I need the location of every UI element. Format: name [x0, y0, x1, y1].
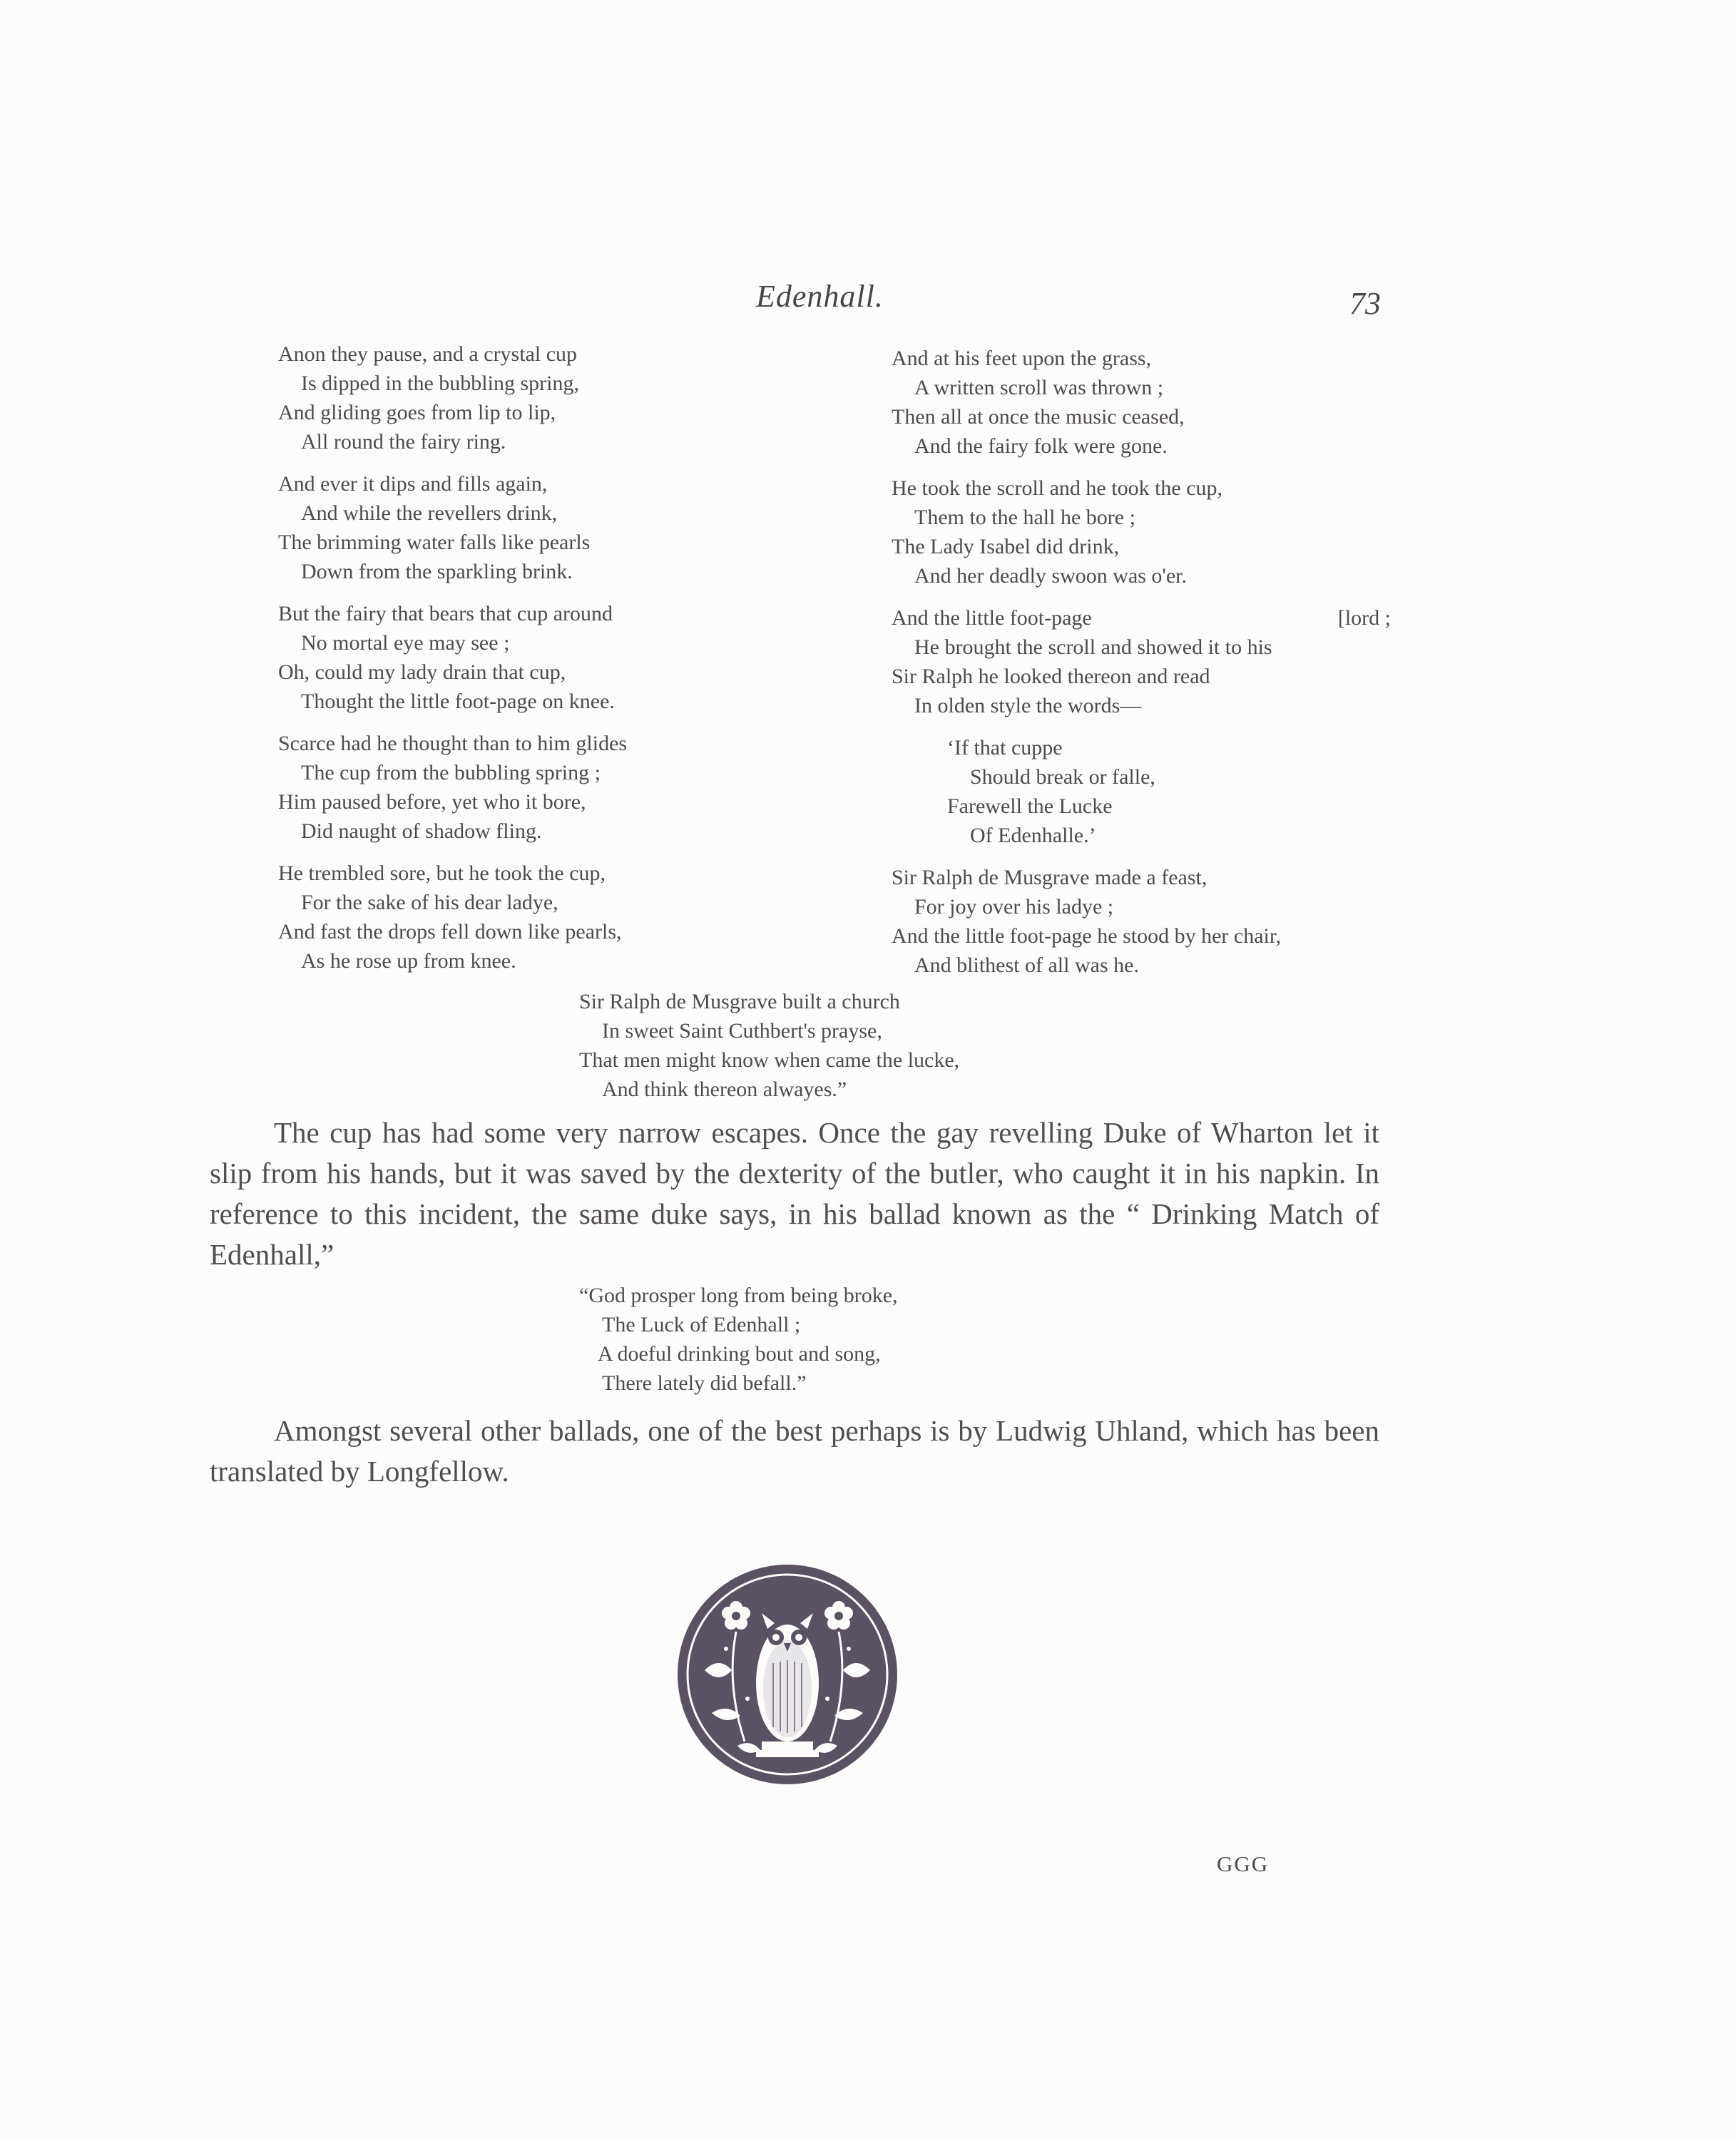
poem-stanza — [892, 863, 1391, 980]
poem-line: And fast the drops fell down like pearls, — [278, 920, 622, 943]
poem-line: Down from the sparkling brink. — [301, 560, 573, 583]
poem-stanza — [892, 344, 1391, 461]
poem-line: And while the revellers drink, — [301, 501, 558, 525]
poem-line: Thought the little foot-page on knee. — [301, 690, 615, 713]
poem-stanza — [892, 603, 1391, 720]
poem-stanza — [278, 469, 792, 586]
quoted-stanza — [579, 1281, 898, 1398]
poem-line: There lately did befall.” — [602, 1371, 807, 1395]
poem-line: For joy over his ladye ; — [914, 895, 1114, 919]
poem-line: And the little foot-page — [892, 606, 1092, 630]
poem-line: The cup from the bubbling spring ; — [301, 761, 601, 784]
poem-line: Sir Ralph de Musgrave made a feast, — [892, 866, 1207, 889]
cup-inscription — [947, 733, 1391, 850]
inscription-line: Farewell the Lucke — [947, 794, 1113, 818]
poem-line: And blithest of all was he. — [914, 953, 1139, 977]
poem-line: And at his feet upon the grass, — [892, 347, 1152, 370]
poem-line: Sir Ralph he looked thereon and read — [892, 665, 1210, 688]
poem-line: A doeful drinking bout and song, — [598, 1342, 881, 1366]
poem-line: He brought the scroll and showed it to his — [914, 635, 1272, 659]
poem-left-column — [278, 339, 792, 988]
closing-stanza — [579, 987, 959, 1104]
poem-line: He took the scroll and he took the cup, — [892, 476, 1223, 500]
prose-paragraph — [210, 1113, 1379, 1275]
paragraph-text: Amongst several other ballads, one of the best perhaps is by Ludwig Uhland, which has been translated by Longfellow. — [210, 1414, 1379, 1488]
poem-stanza — [278, 859, 792, 976]
poem-line: And ever it dips and fills again, — [278, 472, 548, 496]
poem-line: “God prosper long from being broke, — [579, 1284, 898, 1307]
poem-line: And the little foot-page he stood by her chair, — [892, 924, 1282, 948]
inscription-line: ‘If that cuppe — [947, 736, 1063, 759]
poem-line: Did naught of shadow fling. — [301, 819, 542, 843]
poem-line: And her deadly swoon was o'er. — [914, 564, 1187, 588]
poem-line: Them to the hall he bore ; — [914, 506, 1135, 529]
poem-line: Is dipped in the bubbling spring, — [301, 372, 579, 395]
poem-line: All round the fairy ring. — [301, 430, 506, 454]
poem-right-column — [892, 344, 1391, 993]
poem-stanza — [892, 474, 1391, 590]
poem-line-turnover: [lord ; — [1337, 606, 1391, 630]
poem-line: The brimming water falls like pearls — [278, 531, 591, 554]
poem-line: For the sake of his dear ladye, — [301, 891, 558, 914]
signature-mark: GGG — [1217, 1851, 1270, 1876]
poem-line: As he rose up from knee. — [301, 949, 516, 973]
poem-line: But the fairy that bears that cup around — [278, 602, 613, 625]
poem-line: And the fairy folk were gone. — [914, 434, 1168, 458]
poem-line: Then all at once the music ceased, — [892, 405, 1185, 429]
poem-line: A written scroll was thrown ; — [914, 376, 1164, 399]
poem-stanza — [278, 599, 792, 716]
poem-line: No mortal eye may see ; — [301, 631, 510, 655]
poem-line: In olden style the words— — [914, 694, 1142, 717]
poem-line-split — [892, 603, 1391, 633]
poem-line: Scarce had he thought than to him glides — [278, 732, 628, 755]
paragraph-text: The cup has had some very narrow escapes. Once the gay revelling Duke of Wharton let it slip from his hands, but it was saved by the dexterity of the butler, who caught it in his napkin. In reference to this incident, the same duke says, in his ballad known as the “ Drinking Match of Edenhall,” — [210, 1116, 1379, 1271]
inscription-line: Should break or falle, — [970, 765, 1155, 789]
poem-line: He trembled sore, but he took the cup, — [278, 861, 606, 885]
prose-paragraph — [210, 1411, 1379, 1492]
poem-line: In sweet Saint Cuthbert's prayse, — [602, 1019, 882, 1043]
poem-line: And think thereon alwayes.” — [602, 1078, 847, 1101]
running-title: Edenhall. — [756, 279, 884, 314]
poem-line: Anon they pause, and a crystal cup — [278, 342, 578, 366]
poem-line: Oh, could my lady drain that cup, — [278, 660, 566, 684]
poem-line: The Luck of Edenhall ; — [602, 1313, 801, 1336]
page-number: 73 — [1349, 286, 1381, 321]
poem-stanza — [278, 339, 792, 456]
poem-line: Sir Ralph de Musgrave built a church — [579, 990, 900, 1013]
poem-stanza — [278, 729, 792, 846]
poem-line: Him paused before, yet who it bore, — [278, 790, 586, 814]
poem-line: The Lady Isabel did drink, — [892, 535, 1120, 558]
poem-line: That men might know when came the lucke, — [579, 1048, 960, 1072]
inscription-line: Of Edenhalle.’ — [970, 824, 1096, 847]
poem-line: And gliding goes from lip to lip, — [278, 401, 556, 424]
owl-emblem-icon — [676, 1563, 899, 1786]
